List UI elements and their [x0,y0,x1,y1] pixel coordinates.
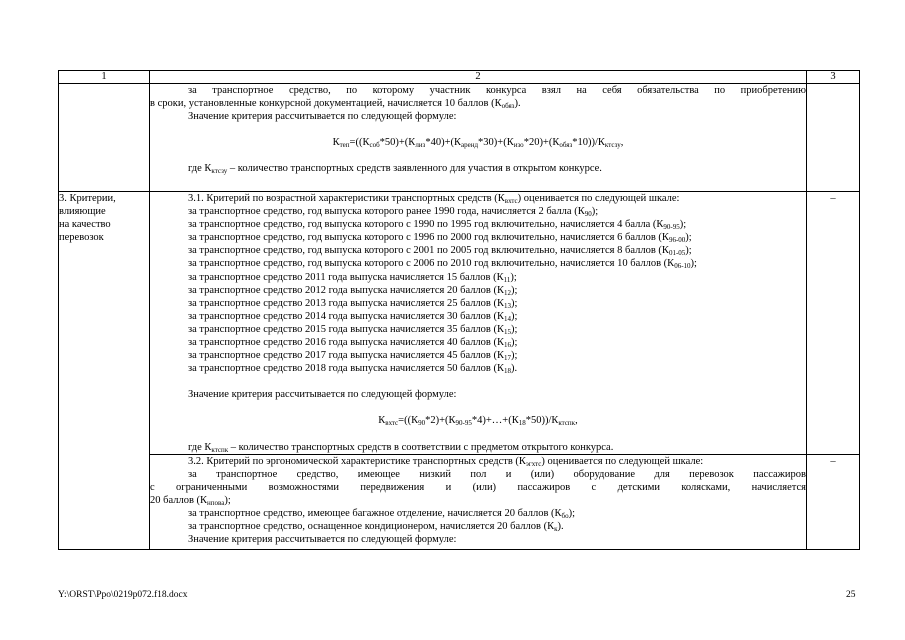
table-header-row [59,71,860,84]
age-scale-item: за транспортное средство 2018 года выпуска начисляется 50 баллов $(К_{18})$. [188,363,518,376]
age-scale-item: за транспортное средство, год выпуска которого ранее 1990 года, начисляется 2 балла $(К_{90})$; [188,206,599,219]
criterion-3-2-item3: за транспортное средство, оснащенное кондиционером, начисляется 20 баллов $(К_к)$. [188,521,564,534]
prev-formula: $К_{теп}=((К_{соб}*50)+(К_{лиз}*40)+(К_{аренд}*30)+(К_{изо}*20)+(К_{обяз}*10))/К_{ктсзу}$, [332,137,624,150]
points-dash: – [807,192,860,455]
criterion-label-line: 3. Критерии, [59,193,116,204]
criterion-label-line: на качество [59,219,111,231]
age-scale-item: за транспортное средство 2015 года выпуска начисляется 35 баллов $(К_{15})$; [188,323,518,336]
criterion-3-1-text [150,192,807,455]
age-scale-item: за транспортное средство 2013 года выпуска начисляется 25 баллов $(К_{13})$; [188,297,518,310]
criterion-3-2-text [150,454,807,549]
prev-where: где $К_{ктсзу}$ – количество транспортных средств заявленного для участия в открытом конкурсе. [188,163,602,176]
criterion-3-2-formula-intro: Значение критерия рассчитывается по следующей формуле: [188,534,457,546]
prev-section-text [150,84,807,192]
criterion-label-line: влияющие [59,206,106,218]
age-scale-item: за транспортное средство, год выпуска которого с 2006 по 2010 год включительно, начисляется 10 баллов $(К_{06-10})$; [188,258,697,271]
age-scale-item: за транспортное средство 2012 года выпуска начисляется 20 баллов $(К_{12})$; [188,284,518,297]
criterion-3-1-where: где $К_{ктспк}$ – количество транспортных средств в соответствии с предметом открытого конкурса. [188,441,614,454]
criterion-3-2-title: 3.2. Критерий по эргономической характеристике транспортных средств $(К_{эгхтс})$ оценивается по следующей шкале: [188,455,704,468]
criterion-cell-empty [59,84,150,192]
table-row-criterion-3-2 [59,454,860,549]
prev-formula-intro: Значение критерия рассчитывается по следующей формуле: [188,111,457,123]
header-col-3: 3 [807,71,860,84]
age-scale-item: за транспортное средство, год выпуска которого с 1990 по 1995 год включительно, начисляется 4 балла $(К_{90-95})$; [188,219,687,232]
points-dash: – [807,454,860,549]
age-scale-item: за транспортное средство 2016 года выпуска начисляется 40 баллов $(К_{16})$; [188,337,518,350]
age-scale-item: за транспортное средство 2011 года выпуска начисляется 15 баллов $(К_{11})$; [188,271,517,284]
age-scale-item: за транспортное средство, год выпуска которого с 1996 по 2000 год включительно, начисляется 6 баллов $(К_{96-00})$; [188,232,692,245]
criterion-label-cell [59,192,150,550]
age-scale-list [150,205,806,375]
table-row-prev-section [59,84,860,192]
footer-file-path: Y:\ORST\Ppo\0219p072.f18.docx [58,590,188,600]
criterion-3-1-formula: $К_{вхтс}=((К_{90}*2)+(К_{90-95}*4)+\dots+(К_{18}*50))/К_{ктспк}$, [378,415,578,428]
criterion-3-2-para-line3: 20 баллов $(К_{нпова})$; [150,494,231,507]
criterion-3-1-formula-intro: Значение критерия рассчитывается по следующей формуле: [188,389,457,401]
header-col-1: 1 [59,71,150,84]
criteria-table [58,70,860,550]
table-row-criterion-3-1 [59,192,860,455]
age-scale-item: за транспортное средство, год выпуска которого с 2001 по 2005 год включительно, начисляется 8 баллов $(К_{01-05})$; [188,245,692,258]
points-cell-empty [807,84,860,192]
criterion-3-2-item2: за транспортное средство, имеющее багажное отделение, начисляется 20 баллов $(К_{бо})$; [188,507,576,520]
criterion-3-1-title: 3.1. Критерий по возрастной характеристики транспортных средств $(К_{вхтс})$ оценивается по следующей шкале: [188,193,680,205]
criterion-label-line: перевозок [59,232,104,244]
criterion-3-2-para-line1: за транспортное средство, имеющее низкий пол и (или) оборудование для перевозок пассажиров [188,468,806,480]
header-col-2: 2 [150,71,807,84]
age-scale-item: за транспортное средство 2014 года выпуска начисляется 30 баллов $(К_{14})$; [188,310,518,323]
criterion-3-2-para-line2: с ограниченными возможностями передвижения и (или) пассажиров с детскими колясками, начисляется [150,481,806,493]
prev-line2: в сроки, установленные конкурсной документацией, начисляется 10 баллов $(К_{обяз})$. [150,98,521,111]
age-scale-item: за транспортное средство 2017 года выпуска начисляется 45 баллов $(К_{17})$; [188,350,518,363]
prev-line1: за транспортное средство, по которому участник конкурса взял на себя обязательства по приобретению [188,85,806,96]
footer-page-number: 25 [846,590,856,600]
